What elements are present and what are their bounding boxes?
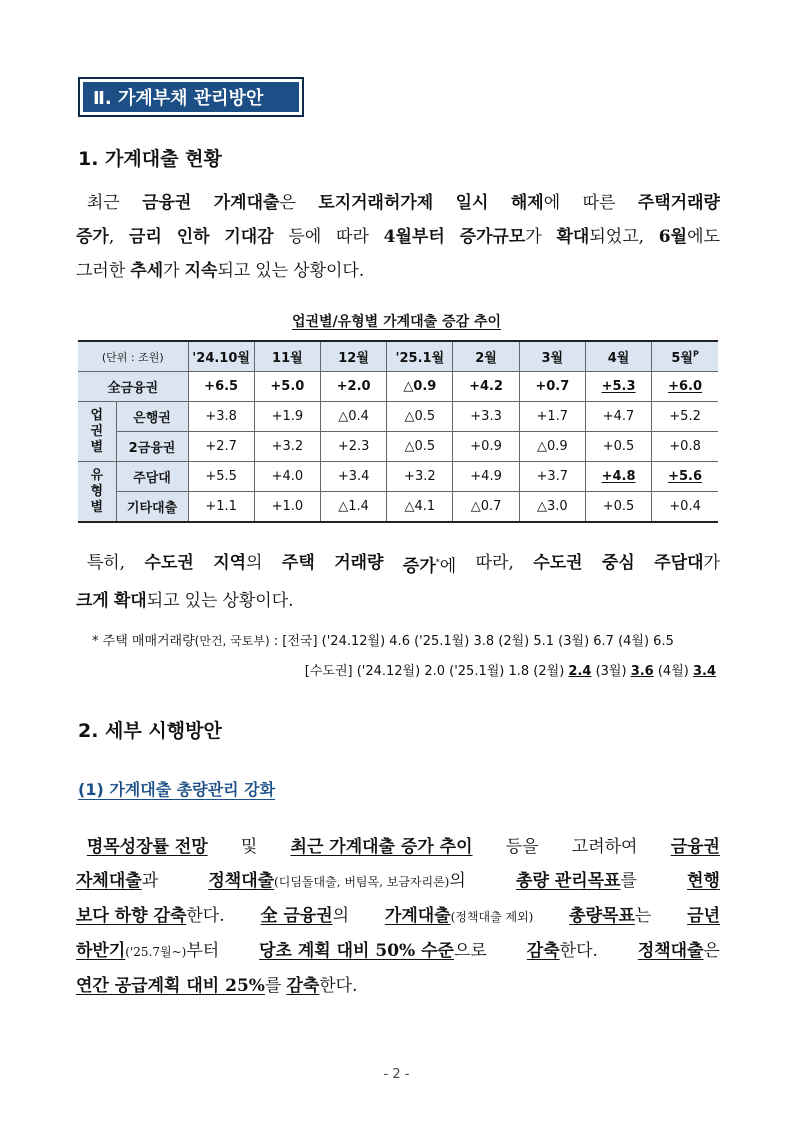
column-header: 12월 (320, 341, 386, 372)
paragraph-1-line-2 (76, 220, 720, 254)
cell: +0.5 (585, 492, 651, 523)
cell: +1.0 (254, 492, 320, 523)
row-label: 기타대출 (116, 492, 188, 523)
group-label-type (78, 462, 116, 523)
column-header: 11월 (254, 341, 320, 372)
text: (만건, 국토부) (194, 634, 270, 648)
cell: +4.7 (585, 402, 651, 432)
text: 가 (525, 227, 542, 247)
text: 보다 하향 감축 (76, 906, 187, 926)
text: 업 (90, 407, 104, 423)
paragraph-1-line-1 (76, 186, 720, 220)
row-label: 주담대 (116, 462, 188, 492)
cell: △1.4 (320, 492, 386, 523)
paragraph-3-line-5 (76, 969, 720, 1003)
text: 를 (264, 976, 282, 996)
text: 인하 (176, 227, 210, 247)
footnote-line-1 (92, 630, 674, 649)
text: 는 (634, 906, 652, 926)
cell: △0.9 (387, 372, 453, 402)
text: 한다. (186, 906, 225, 926)
text: 및 (240, 837, 258, 857)
cell: +5.2 (652, 402, 718, 432)
preliminary-mark: P (692, 349, 699, 359)
text: 특히, (86, 553, 126, 573)
text: 으로 (453, 941, 487, 961)
cell: +2.7 (188, 432, 254, 462)
cell: +0.8 (652, 432, 718, 462)
paragraph-2 (76, 546, 720, 618)
text: 확대 (113, 590, 147, 611)
cell: +6.5 (188, 372, 254, 402)
text: 중심 (601, 553, 635, 573)
text: 한다. (559, 941, 598, 961)
text: 당초 계획 대비 50% 수준 (259, 941, 454, 961)
text: 따른 (582, 193, 616, 213)
text: 에 (543, 193, 561, 213)
column-header: '25.1월 (387, 341, 453, 372)
text: 상황이다. (293, 261, 365, 281)
table-title-text: 업권별/유형별 가계대출 증감 추이 (291, 314, 502, 330)
text: 의 (246, 553, 263, 573)
text: 확대 (556, 227, 590, 247)
row-label: 은행권 (116, 402, 188, 432)
text: 따라, (475, 553, 514, 573)
text: 부터 (186, 941, 220, 961)
cell: +0.9 (453, 432, 519, 462)
text: 3.6 (630, 664, 654, 679)
cell: +3.2 (387, 462, 453, 492)
text: [수도권] ('24.12월) 2.0 ('25.1월) 1.8 (2월) (304, 664, 569, 679)
text: 은 (703, 941, 720, 961)
table-row (78, 432, 718, 462)
text: 그러한 (76, 261, 126, 281)
cell: +3.7 (519, 462, 585, 492)
cell: +3.8 (188, 402, 254, 432)
cell: +1.9 (254, 402, 320, 432)
text: 최근 가계대출 증가 추이 (290, 837, 473, 857)
text: 따라 (336, 227, 369, 247)
text: 유 (90, 467, 104, 483)
text: 기대감 (224, 227, 274, 247)
cell (652, 372, 718, 402)
text: 명목성장률 전망 (86, 837, 208, 857)
paragraph-3 (76, 830, 720, 1003)
text: 에도 (687, 227, 720, 247)
text: 금리 (129, 227, 162, 247)
text: (3월) (591, 664, 631, 679)
column-header: '24.10월 (188, 341, 254, 372)
text: 있는 (255, 261, 289, 281)
text: 크게 (76, 590, 109, 611)
column-header-text: 5월 (671, 351, 693, 366)
text: 한다. (319, 976, 358, 996)
text: (디딤돌대출, 버팀목, 보금자리론) (274, 875, 450, 889)
cell: +3.4 (320, 462, 386, 492)
footnote-mark: * (435, 558, 440, 567)
text: 있는 (184, 590, 218, 611)
text: : [전국] ('24.12월) 4.6 ('25.1월) 3.8 (2월) 5.1 (3월) 6.7 (4월) 6.5 (269, 634, 674, 649)
cell-text: +5.6 (668, 469, 703, 484)
text: (4월) (653, 664, 693, 679)
text: 2.4 (568, 664, 592, 679)
subheading-total-management: (1) 가계대출 총량관리 강화 (78, 780, 276, 799)
column-header: 3월 (519, 341, 585, 372)
text: 지역 (213, 553, 247, 573)
text: * 주택 매매거래량 (92, 634, 195, 649)
text: 상황이다. (222, 590, 294, 611)
text: 추세 (130, 261, 164, 281)
cell: +3.2 (254, 432, 320, 462)
text: 가 (163, 261, 180, 281)
text: 감축 (286, 976, 320, 996)
text: 권 (90, 423, 104, 439)
text: 현행 (687, 871, 720, 891)
cell: +2.3 (320, 432, 386, 462)
text: 全 금융권 (260, 906, 333, 926)
text: 증가 (402, 556, 436, 577)
text: 은 (279, 193, 296, 213)
table-row (78, 492, 718, 523)
text: 를 (620, 871, 637, 891)
text: 형 (90, 483, 104, 499)
group-label-sector (78, 402, 116, 462)
cell: +4.9 (453, 462, 519, 492)
cell (585, 462, 651, 492)
cell: +0.5 (585, 432, 651, 462)
paragraph-2-line-1 (76, 546, 720, 584)
unit-cell: (단위 : 조원) (78, 341, 188, 372)
cell (585, 372, 651, 402)
text: 별 (90, 499, 104, 515)
text: 거래량 (334, 553, 384, 573)
cell: +5.0 (254, 372, 320, 402)
text: 수도권 (533, 553, 583, 573)
footnote-line-2 (305, 660, 716, 679)
text: 3.4 (692, 664, 716, 679)
cell: △0.5 (387, 432, 453, 462)
text: 되고 (217, 261, 251, 281)
text: 별 (90, 439, 104, 455)
text: 지속 (184, 261, 218, 281)
cell: +4.2 (453, 372, 519, 402)
loan-change-table (78, 340, 718, 523)
text: 6월 (658, 227, 688, 247)
text: 주택거래량 (637, 193, 720, 213)
text: 증가 (76, 227, 109, 247)
text: 금융권 (670, 837, 720, 857)
paragraph-3-line-3 (76, 899, 720, 934)
text: 토지거래허가제 (318, 193, 434, 213)
text: 가계대출 (384, 906, 451, 926)
text: ('25.7월~) (125, 945, 187, 959)
text: 가 (703, 553, 720, 573)
text: 정책대출 (208, 871, 275, 891)
text: 고려하여 (571, 837, 638, 857)
section-title: Ⅱ. 가계부채 관리방안 (83, 82, 299, 112)
table-row (78, 462, 718, 492)
text: 자체대출 (76, 871, 142, 891)
text: 에 (439, 556, 457, 577)
cell: △0.5 (387, 402, 453, 432)
table-row-total (78, 372, 718, 402)
column-header: 2월 (453, 341, 519, 372)
column-header (652, 341, 718, 372)
text: 해제 (510, 193, 544, 213)
text: 일시 (455, 193, 489, 213)
paragraph-1-line-3 (76, 254, 720, 288)
cell: △4.1 (387, 492, 453, 523)
cell: +2.0 (320, 372, 386, 402)
cell: +3.3 (453, 402, 519, 432)
paragraph-3-line-2 (76, 864, 720, 899)
text: 4월부터 (383, 227, 445, 247)
text: 금년 (687, 906, 720, 926)
cell: +4.0 (254, 462, 320, 492)
text: 가계대출 (213, 193, 280, 213)
text: 과 (141, 871, 159, 891)
table-row (78, 402, 718, 432)
paragraph-3-line-1 (76, 830, 720, 864)
text: 되고 (146, 590, 180, 611)
text: 주담대 (654, 553, 704, 573)
cell (652, 462, 718, 492)
cell: +1.7 (519, 402, 585, 432)
text: 되었고, (589, 227, 645, 247)
column-header: 4월 (585, 341, 651, 372)
cell: +0.7 (519, 372, 585, 402)
text: , (108, 227, 115, 247)
text: 최근 (86, 193, 120, 213)
cell: △0.7 (453, 492, 519, 523)
cell: +1.1 (188, 492, 254, 523)
table-header-row (78, 341, 718, 372)
text: 총량목표 (569, 906, 635, 926)
text: 수도권 (144, 553, 194, 573)
text: 의 (332, 906, 350, 926)
row-label: 2금융권 (116, 432, 188, 462)
cell-text: +4.8 (601, 469, 636, 484)
text: 주택 (281, 553, 315, 573)
cell: +0.4 (652, 492, 718, 523)
cell-text: +6.0 (668, 379, 703, 394)
text: 증가규모 (459, 227, 526, 247)
text: 하반기 (76, 941, 126, 961)
cell: △3.0 (519, 492, 585, 523)
text: 총량 관리목표 (516, 871, 621, 891)
page-number: - 2 - (383, 1067, 410, 1082)
heading-household-loan-status: 1. 가계대출 현황 (78, 148, 222, 170)
cell: △0.4 (320, 402, 386, 432)
text: (정책대출 제외) (450, 910, 534, 924)
paragraph-3-line-4 (76, 934, 720, 969)
text: 연간 공급계획 대비 25% (76, 976, 265, 996)
section-title-box (78, 77, 304, 117)
cell: △0.9 (519, 432, 585, 462)
table-title (0, 311, 793, 331)
paragraph-1 (76, 186, 720, 288)
paragraph-2-line-2 (76, 584, 720, 618)
text: 의 (449, 871, 466, 891)
text: 정책대출 (637, 941, 704, 961)
text: 금융권 (142, 193, 192, 213)
text: 등을 (505, 837, 539, 857)
cell: +5.5 (188, 462, 254, 492)
row-label: 全금융권 (78, 372, 188, 402)
text: 등에 (288, 227, 322, 247)
text: 감축 (526, 941, 560, 961)
heading-detailed-measures: 2. 세부 시행방안 (78, 720, 222, 742)
cell-text: +5.3 (601, 379, 636, 394)
